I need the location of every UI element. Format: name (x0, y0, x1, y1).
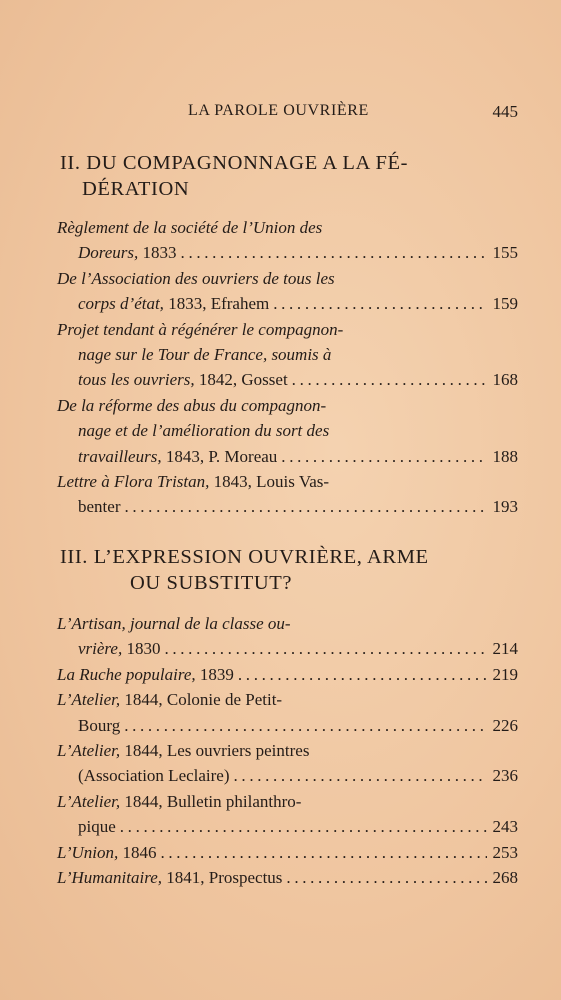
section-heading-line: II. DU COMPAGNONNAGE A LA FÉ- (60, 152, 409, 174)
toc-entry-title: (Association Leclaire) (78, 766, 230, 786)
toc-page-number: 155 (492, 243, 518, 263)
toc-entry-line: Règlement de la société de l’Union des (57, 218, 323, 237)
toc-entry-line: De l’Association des ouvriers de tous les (57, 268, 335, 288)
toc-page-number: 188 (492, 446, 518, 466)
toc-page-number: 159 (492, 294, 518, 314)
leader-dots (161, 840, 487, 865)
toc-entry-line: L’Atelier, 1844, Bulletin philanthro- (57, 791, 302, 811)
toc-entry-line: L’Atelier, 1844, Colonie de Petit- (57, 690, 283, 710)
section-heading-line: OU SUBSTITUT? (130, 572, 293, 594)
toc-entry (57, 662, 518, 687)
toc-page-number: 226 (492, 715, 518, 735)
toc-entry (57, 266, 518, 317)
toc-list (0, 215, 561, 520)
toc-page-number: 253 (492, 842, 518, 862)
section-heading-line: III. L’EXPRESSION OUVRIÈRE, ARME (60, 546, 429, 568)
toc-page-number: 214 (492, 639, 518, 659)
leader-dots (292, 367, 487, 392)
toc-entry-line: nage sur le Tour de France, soumis à (78, 345, 332, 365)
toc-entry-title: travailleurs, 1843, P. Moreau (78, 446, 278, 466)
toc-entry-title: tous les ouvriers, 1842, Gosset (78, 370, 288, 390)
toc-entry (57, 840, 518, 865)
toc-section-2 (0, 150, 561, 520)
toc-entry-title: L’Union, 1846 (57, 842, 157, 862)
section-heading (0, 150, 561, 202)
toc-entry-lastline (57, 367, 518, 392)
leader-dots (181, 240, 487, 265)
toc-entry-title: Doreurs, 1833 (78, 243, 177, 263)
toc-entry-lastline (57, 636, 518, 661)
toc-entry-line: L’Atelier, 1844, Les ouvriers peintres (57, 741, 310, 761)
toc-entry (57, 393, 518, 469)
toc-entry-title: pique (78, 817, 116, 837)
toc-page-number: 219 (492, 664, 518, 684)
toc-entry-lastline (57, 444, 518, 469)
leader-dots (234, 763, 487, 788)
toc-entry-title: benter (78, 497, 121, 517)
toc-entry-title: corps d’état, 1833, Efrahem (78, 294, 270, 314)
leader-dots (124, 494, 486, 519)
running-header (0, 102, 561, 126)
running-title: LA PAROLE OUVRIÈRE (188, 102, 369, 119)
toc-list (0, 611, 561, 890)
toc-page-number: 268 (492, 868, 518, 888)
toc-entry-lastline (57, 662, 518, 687)
leader-dots (124, 713, 486, 738)
section-heading-line: DÉRATION (82, 178, 190, 200)
toc-entry-title: Bourg (78, 715, 121, 735)
leader-dots (120, 814, 487, 839)
toc-entry-line: nage et de l’amélioration du sort des (78, 421, 330, 441)
leader-dots (164, 636, 486, 661)
leader-dots (286, 865, 486, 890)
toc-entry-lastline (57, 240, 518, 265)
toc-page-number: 168 (492, 370, 518, 390)
toc-entry (57, 687, 518, 738)
toc-entry (57, 317, 518, 393)
toc-entry-lastline (57, 763, 518, 788)
toc-page-number: 193 (492, 497, 518, 517)
toc-entry-lastline (57, 865, 518, 890)
toc-entry-lastline (57, 291, 518, 316)
toc-entry-lastline (57, 494, 518, 519)
toc-entry (57, 789, 518, 840)
toc-entry-title: vrière, 1830 (78, 639, 161, 659)
toc-entry (57, 469, 518, 520)
toc-entry-title: La Ruche populaire, 1839 (57, 664, 234, 684)
toc-section-3 (0, 544, 561, 890)
toc-entry-lastline (57, 713, 518, 738)
leader-dots (281, 444, 486, 469)
toc-entry-line: Lettre à Flora Tristan, 1843, Louis Vas- (57, 472, 330, 492)
page-number: 445 (492, 102, 518, 121)
toc-entry (57, 611, 518, 662)
toc-page-number: 243 (492, 817, 518, 837)
toc-entry-title: L’Humanitaire, 1841, Prospectus (57, 868, 283, 888)
leader-dots (273, 291, 486, 316)
toc-entry-line: Projet tendant à régénérer le compagnon- (57, 319, 344, 339)
toc-entry-lastline (57, 814, 518, 839)
toc-entry (57, 865, 518, 890)
toc-entry (57, 215, 518, 266)
toc-entry-line: L’Artisan, journal de la classe ou- (57, 614, 291, 633)
toc-page-number: 236 (492, 766, 518, 786)
toc-entry-line: De la réforme des abus du compagnon- (57, 395, 327, 415)
section-heading (0, 544, 561, 596)
toc-entry (57, 738, 518, 789)
toc-entry-lastline (57, 840, 518, 865)
leader-dots (238, 662, 487, 687)
